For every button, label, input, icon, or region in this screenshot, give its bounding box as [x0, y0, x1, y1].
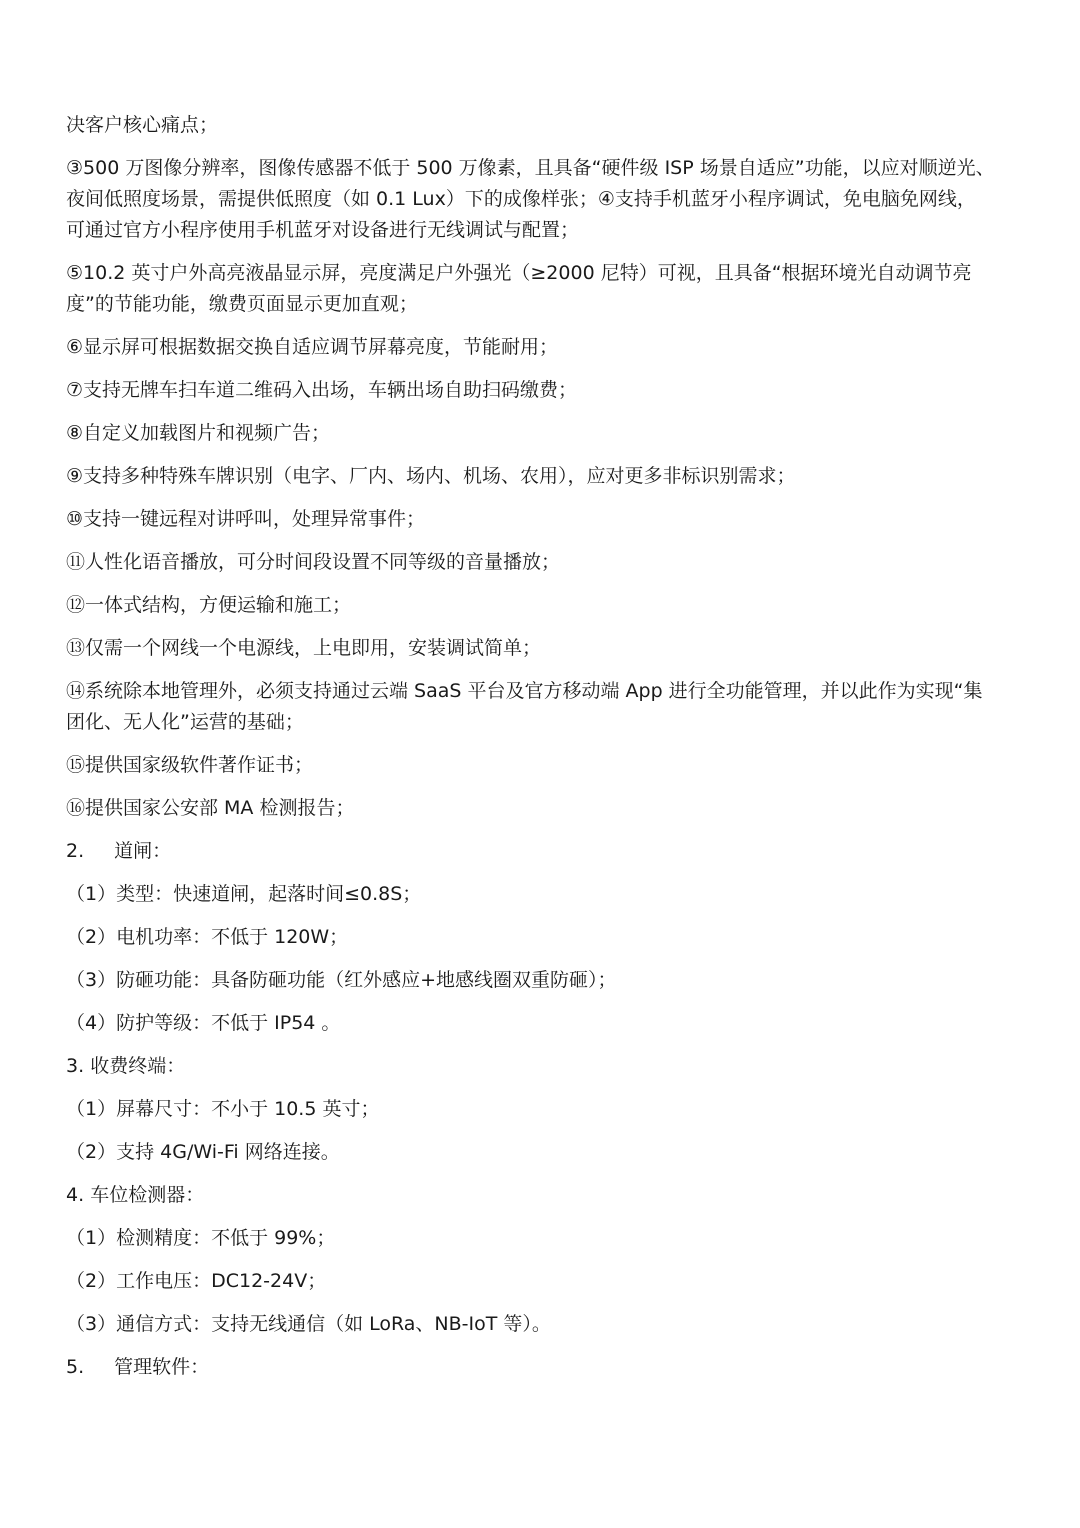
list-item [66, 1309, 1026, 1340]
section-title: 管理软件： [114, 1356, 210, 1378]
paragraph-item-8 [66, 418, 1026, 449]
text-line: 度”的节能功能，缴费页面显示更加直观； [66, 293, 418, 315]
paragraph-item-9 [66, 461, 1026, 492]
text-line: ⑬仅需一个网线一个电源线，上电即用，安装调试简单； [66, 637, 542, 659]
list-item-text: （4）防护等级：不低于 IP54 。 [66, 1012, 341, 1034]
list-item [66, 1094, 1026, 1125]
text-line: ⑥显示屏可根据数据交换自适应调节屏幕亮度，节能耐用； [66, 336, 559, 358]
paragraph-item-7 [66, 375, 1026, 406]
text-line: ⑧自定义加载图片和视频广告； [66, 422, 331, 444]
list-item-text: （2）支持 4G/Wi-Fi 网络连接。 [66, 1141, 340, 1163]
section-number: 3. [66, 1055, 85, 1077]
text-line: ⑭系统除本地管理外，必须支持通过云端 SaaS 平台及官方移动端 App 进行全功能管理，并以此作为实现“集 [66, 680, 983, 702]
paragraph-item-15 [66, 750, 1026, 781]
list-item [66, 879, 1026, 910]
paragraph-item-16 [66, 793, 1026, 824]
text-line: ⑩支持一键远程对讲呼叫，处理异常事件； [66, 508, 426, 530]
list-item-text: （2）电机功率：不低于 120W； [66, 926, 349, 948]
paragraph-item-10 [66, 504, 1026, 535]
list-item [66, 965, 1026, 996]
section-heading-payment-terminal [66, 1051, 1026, 1082]
text-line: ⑪人性化语音播放，可分时间段设置不同等级的音量播放； [66, 551, 561, 573]
text-line: ⑫一体式结构，方便运输和施工； [66, 594, 352, 616]
list-item [66, 1223, 1026, 1254]
list-item [66, 1137, 1026, 1168]
list-item-text: （1）检测精度：不低于 99%； [66, 1227, 336, 1249]
list-item-text: （3）防砸功能：具备防砸功能（红外感应+地感线圈双重防砸）； [66, 969, 617, 991]
list-item-text: （2）工作电压：DC12-24V； [66, 1270, 327, 1292]
section-title: 道闸： [114, 840, 172, 862]
list-item-text: （1）屏幕尺寸：不小于 10.5 英寸； [66, 1098, 380, 1120]
paragraph-continuation [66, 110, 1026, 141]
section-title: 车位检测器： [90, 1184, 205, 1206]
document-body [66, 110, 1026, 1395]
text-line: ⑦支持无牌车扫车道二维码入出场，车辆出场自助扫码缴费； [66, 379, 578, 401]
text-line: ⑯提供国家公安部 MA 检测报告； [66, 797, 355, 819]
list-item-text: （3）通信方式：支持无线通信（如 LoRa、NB-IoT 等）。 [66, 1313, 551, 1335]
list-item [66, 922, 1026, 953]
text-line: ③500 万图像分辨率，图像传感器不低于 500 万像素，且具备“硬件级 ISP 场景自适应”功能，以应对顺逆光、 [66, 157, 995, 179]
paragraph-item-5 [66, 258, 1026, 320]
paragraph-item-11 [66, 547, 1026, 578]
text-line: 夜间低照度场景，需提供低照度（如 0.1 Lux）下的成像样张；④支持手机蓝牙小程序调试，免电脑免网线， [66, 188, 976, 210]
section-number: 4. [66, 1184, 85, 1206]
section-title: 收费终端： [90, 1055, 186, 1077]
list-item [66, 1008, 1026, 1039]
section-heading-parking-detector [66, 1180, 1026, 1211]
section-heading-barrier-gate [66, 836, 1026, 867]
section-number: 5. [66, 1356, 85, 1378]
text-line: ⑮提供国家级软件著作证书； [66, 754, 314, 776]
list-item [66, 1266, 1026, 1297]
text-line: ⑨支持多种特殊车牌识别（电字、厂内、场内、机场、农用），应对更多非标识别需求； [66, 465, 796, 487]
paragraph-item-3 [66, 153, 1026, 246]
list-item-text: （1）类型：快速道闸，起落时间≤0.8S； [66, 883, 422, 905]
paragraph-item-6 [66, 332, 1026, 363]
text-line: 可通过官方小程序使用手机蓝牙对设备进行无线调试与配置； [66, 219, 580, 241]
paragraph-item-12 [66, 590, 1026, 621]
section-heading-management-software [66, 1352, 1026, 1383]
text-line: 决客户核心痛点； [66, 114, 219, 136]
text-line: 团化、无人化”运营的基础； [66, 711, 304, 733]
paragraph-item-13 [66, 633, 1026, 664]
text-line: ⑤10.2 英寸户外高亮液晶显示屏，亮度满足户外强光（≥2000 尼特）可视，且具备“根据环境光自动调节亮 [66, 262, 972, 284]
section-number: 2. [66, 840, 85, 862]
paragraph-item-14 [66, 676, 1026, 738]
